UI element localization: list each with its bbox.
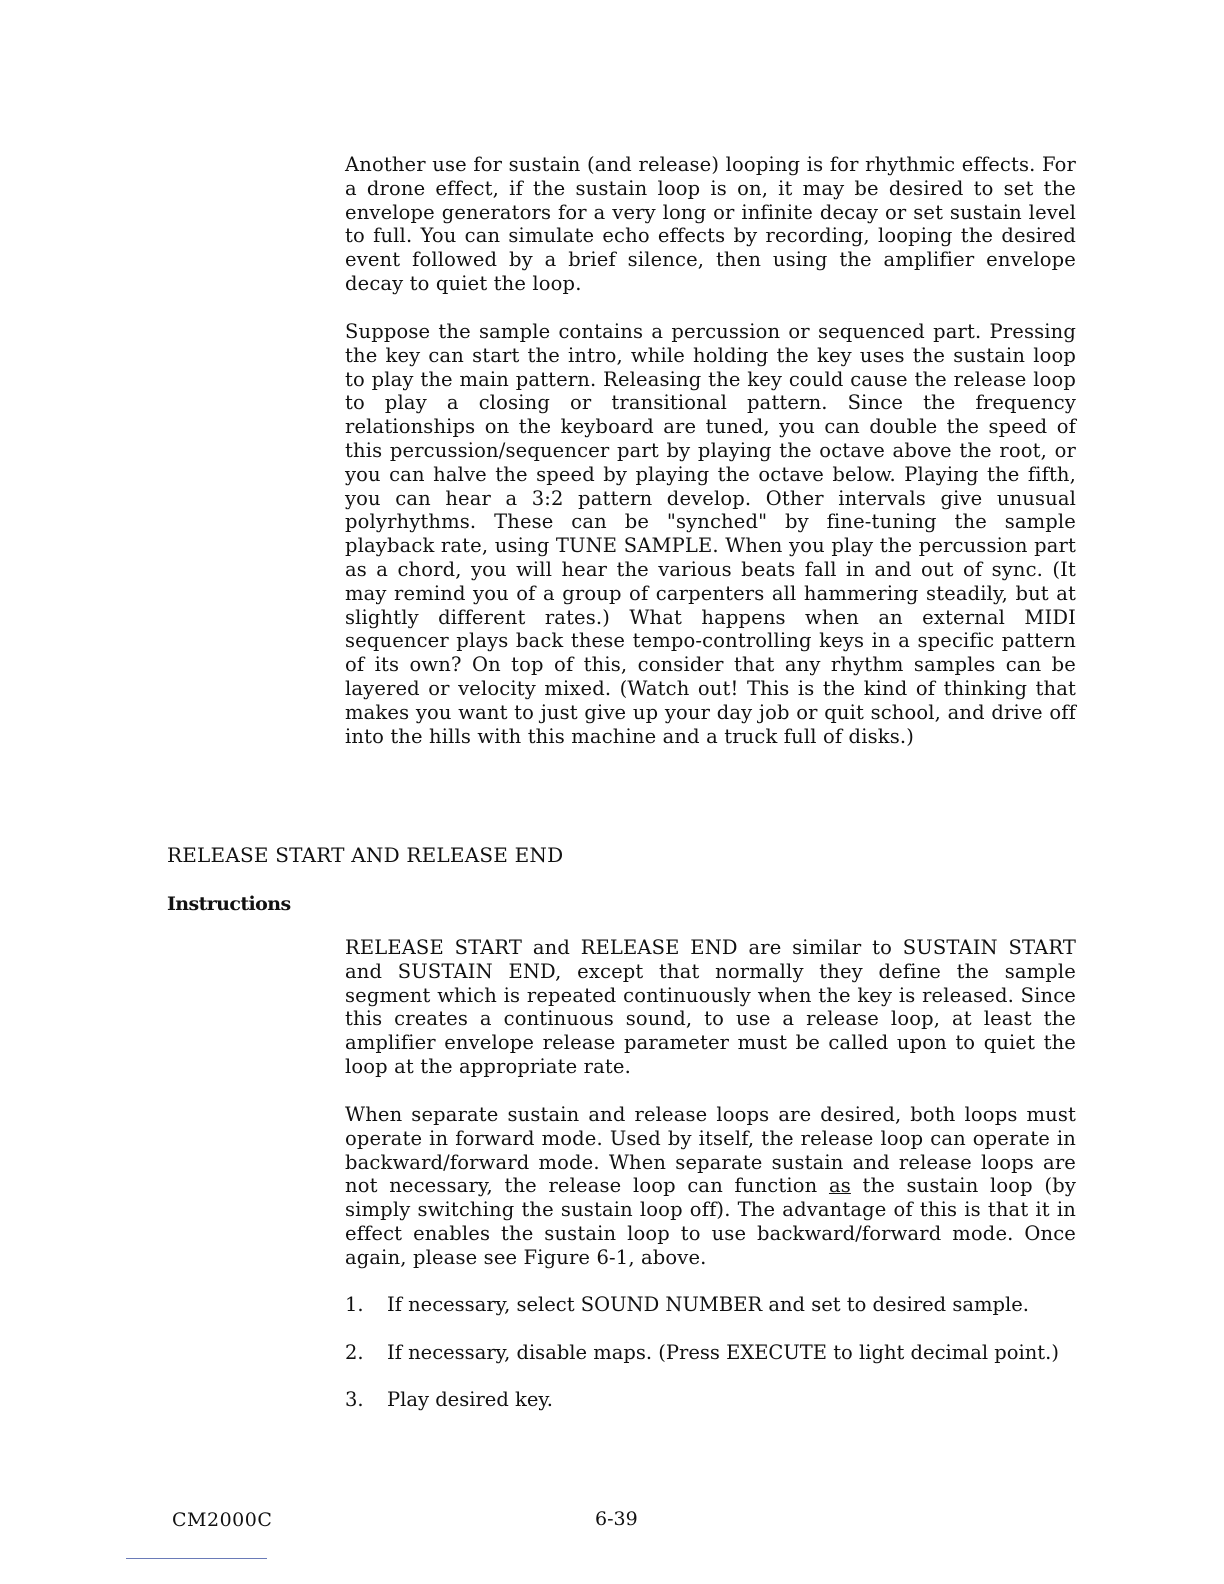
instruction-steps <box>345 1293 1076 1436</box>
step-item <box>345 1388 1076 1412</box>
underlined-word: as <box>828 1174 851 1198</box>
step-text: Play desired key. <box>387 1388 553 1412</box>
footer-page-number: 6-39 <box>595 1508 638 1530</box>
body-text-column <box>345 320 1076 748</box>
body-text-column <box>345 936 1076 1079</box>
step-text: If necessary, select SOUND NUMBER and set to desired sample. <box>387 1293 1029 1316</box>
paragraph-text-start: When separate sustain and release loops are desired, both loops must operate in forward mode. Used by itself, the release loop can operate in backward/forward mode. When separate sustain and release loops are not necessary, the release loop can function <box>345 1103 1076 1198</box>
paragraph-percussion-sample: Suppose the sample contains a percussion or sequenced part. Pressing the key can start the intro, while holding the key uses the sustain loop to play the main pattern. Releasing the key could cause the release loop to play a closing or transitional pattern. Since the frequency relationships on the keyboard are tuned, you can double the speed of this percussion/sequencer part by playing the octave above the root, or you can halve the speed by playing the octave below. Playing the fifth, you can hear a 3:2 pattern develop. Other intervals give unusual polyrhythms. These can be "synched" by fine-tuning the sample playback rate, using TUNE SAMPLE. When you play the percussion part as a chord, you will hear the various beats fall in and out of sync. (It may remind you of a group of carpenters all hammering steadily, but at slightly different rates.) What happens when an external MIDI sequencer plays back these tempo-controlling keys in a specific pattern of its own? On top of this, consider that any rhythm samples can be layered or velocity mixed. (Watch out! This is the kind of thinking that makes you want to just give up your day job or quit school, and drive off into the hills with this machine and a truck full of disks.) <box>345 320 1076 748</box>
paragraph-text-end: the sustain loop (by simply switching the sustain loop off). The advantage of this is that it in effect enables the sustain loop to use backward/forward mode. Once again, please see Figure 6-1, above. <box>345 1174 1076 1269</box>
paragraph-separate-loops <box>345 1103 1076 1270</box>
body-text-column <box>345 1103 1076 1270</box>
paragraph-release-loop-definition: RELEASE START and RELEASE END are similar to SUSTAIN START and SUSTAIN END, except that normally they define the sample segment which is repeated continuously when the key is released. Since this creates a continuous sound, to use a release loop, at least the amplifier envelope release parameter must be called upon to quiet the loop at the appropriate rate. <box>345 936 1076 1078</box>
step-text: If necessary, disable maps. (Press EXECUTE to light decimal point.) <box>387 1340 1059 1364</box>
step-item <box>345 1293 1076 1317</box>
instructions-heading: Instructions <box>167 893 291 915</box>
paragraph-looping-rhythmic-effects: Another use for sustain (and release) looping is for rhythmic effects. For a drone effect, if the sustain loop is on, it may be desired to set the envelope generators for a very long or infinite decay or set sustain level to full. You can simulate echo effects by recording, looping the desired event followed by a brief silence, then using the amplifier envelope decay to quiet the loop. <box>345 153 1076 295</box>
step-number: 1. <box>345 1293 364 1316</box>
body-text-column <box>345 153 1076 296</box>
section-heading: RELEASE START AND RELEASE END <box>167 843 564 867</box>
footer-document-id: CM2000C <box>172 1509 273 1531</box>
footnote-divider <box>126 1558 267 1559</box>
step-number: 2. <box>345 1340 364 1364</box>
step-number: 3. <box>345 1388 364 1412</box>
step-item <box>345 1341 1076 1365</box>
